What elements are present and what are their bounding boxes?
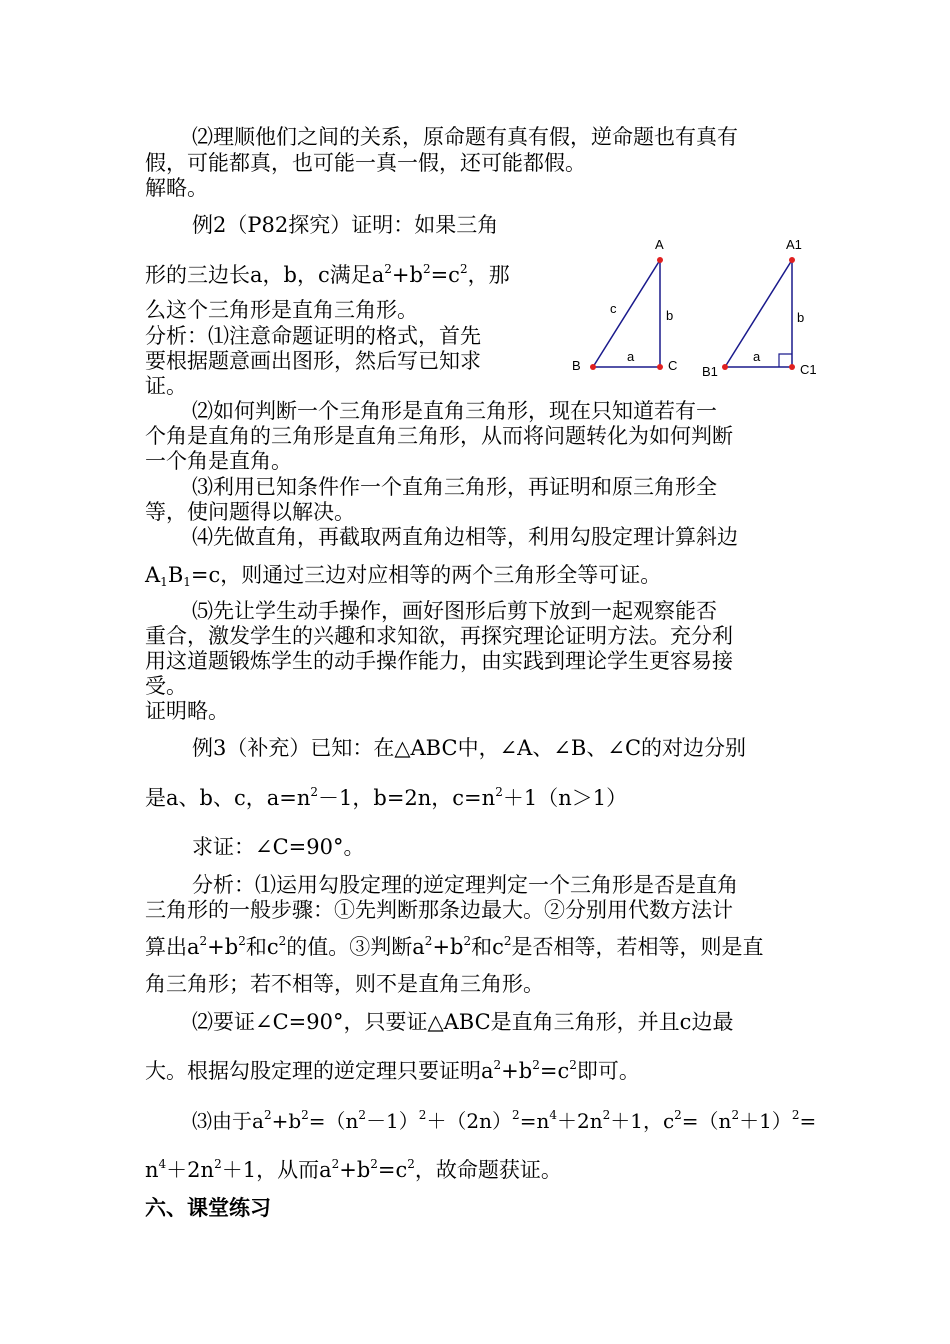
label-a-vertex: A — [655, 237, 664, 252]
ex3-line1: 例3（补充）已知：在△ABC中，∠A、∠B、∠C的对边分别 — [192, 736, 747, 760]
ex3-line11: $n^4+2n^2+1$，从而$a^2+b^2=c^2$，故命题获证。 — [145, 1157, 562, 1182]
ex2-line10: ⑶利用已知条件作一个直角三角形，再证明和原三角形全 — [192, 475, 717, 499]
ex3-line10: ⑶由于$a^2+b^2=(n^2-1)^2+(2n)^2=n^4+2n^2+1$，$c^2=(n^2+1)^2=$ — [192, 1108, 817, 1133]
ex2-line15: 重合，激发学生的兴趣和求知欲，再探究理论证明方法。充分利 — [145, 624, 733, 648]
ex3-line8: ⑵要证∠C=90°，只要证△ABC是直角三角形，并且c边最 — [192, 1010, 734, 1034]
p1-line3: 解略。 — [145, 176, 208, 200]
label-side-a: a — [627, 349, 635, 364]
section-heading-practice: 六、课堂练习 — [145, 1196, 271, 1220]
triangle-a1b1c1 — [702, 237, 817, 379]
ex3-line5: 三角形的一般步骤：①先判断那条边最大。②分别用代数方法计 — [145, 898, 733, 922]
ex2-line1: 例2（P82探究）证明：如果三角 — [192, 213, 499, 237]
ex2-line7: ⑵如何判断一个三角形是直角三角形，现在只知道若有一 — [192, 399, 717, 423]
ex3-line2: 是a、b、c，$a=n^2-1$，b=2n，$c=n^2+1(n>1)$ — [145, 785, 628, 810]
ex2-line4: 分析：⑴注意命题证明的格式，首先 — [145, 324, 481, 348]
label-side-b1: b — [797, 310, 805, 325]
ex3-line6: 算出$a^2+b^2$和$c^2$的值。③判断$a^2+b^2$和$c^2$是否相等，若相等，则是直 — [145, 934, 764, 959]
label-side-b: b — [666, 308, 674, 323]
label-side-c: c — [610, 301, 617, 316]
ex3-line7: 角三角形；若不相等，则不是直角三角形。 — [145, 972, 544, 996]
ex3-line4: 分析：⑴运用勾股定理的逆定理判定一个三角形是否是直角 — [192, 873, 738, 897]
p1-line2: 假，可能都真，也可能一真一假，还可能都假。 — [145, 151, 586, 175]
ex2-line16: 用这道题锻炼学生的动手操作能力，由实践到理论学生更容易接 — [145, 649, 733, 673]
ex2-line3: 么这个三角形是直角三角形。 — [145, 298, 418, 322]
point-a — [657, 257, 663, 263]
ex2-line9: 一个角是直角。 — [145, 449, 292, 473]
ex2-line13: $A_1B_1=c$，则通过三边对应相等的两个三角形全等可证。 — [145, 563, 662, 589]
label-b-vertex: B — [572, 358, 581, 373]
point-b — [590, 364, 596, 370]
label-a1-vertex: A1 — [786, 237, 802, 252]
p1-line1: ⑵理顺他们之间的关系，原命题有真有假，逆命题也有真有 — [192, 125, 738, 149]
label-side-a1: a — [753, 349, 761, 364]
ex3-line9: 大。根据勾股定理的逆定理只要证明$a^2+b^2=c^2$即可。 — [145, 1058, 640, 1083]
point-c — [657, 364, 663, 370]
point-a1 — [789, 257, 795, 263]
ex2-line18: 证明略。 — [145, 699, 229, 723]
ex2-line8: 个角是直角的三角形是直角三角形，从而将问题转化为如何判断 — [145, 424, 733, 448]
label-c1-vertex: C1 — [800, 362, 817, 377]
ex2-line6: 证。 — [145, 374, 187, 398]
ex2-line14: ⑸先让学生动手操作，画好图形后剪下放到一起观察能否 — [192, 599, 717, 623]
right-triangle-figure — [560, 230, 830, 390]
label-b1-vertex: B1 — [702, 364, 718, 379]
ex2-line12: ⑷先做直角，再截取两直角边相等，利用勾股定理计算斜边 — [192, 525, 738, 549]
point-b1 — [722, 364, 728, 370]
point-c1 — [789, 364, 795, 370]
ex2-line17: 受。 — [145, 674, 187, 698]
ex2-line5: 要根据题意画出图形，然后写已知求 — [145, 349, 481, 373]
triangle-abc — [572, 237, 677, 373]
ex3-line3: 求证：∠C=90°。 — [192, 835, 365, 859]
label-c-vertex: C — [668, 358, 678, 373]
ex2-line11: 等，使问题得以解决。 — [145, 500, 355, 524]
ex2-line2: 形的三边长a，b，c满足$a^2+b^2=c^2$，那 — [145, 262, 510, 287]
